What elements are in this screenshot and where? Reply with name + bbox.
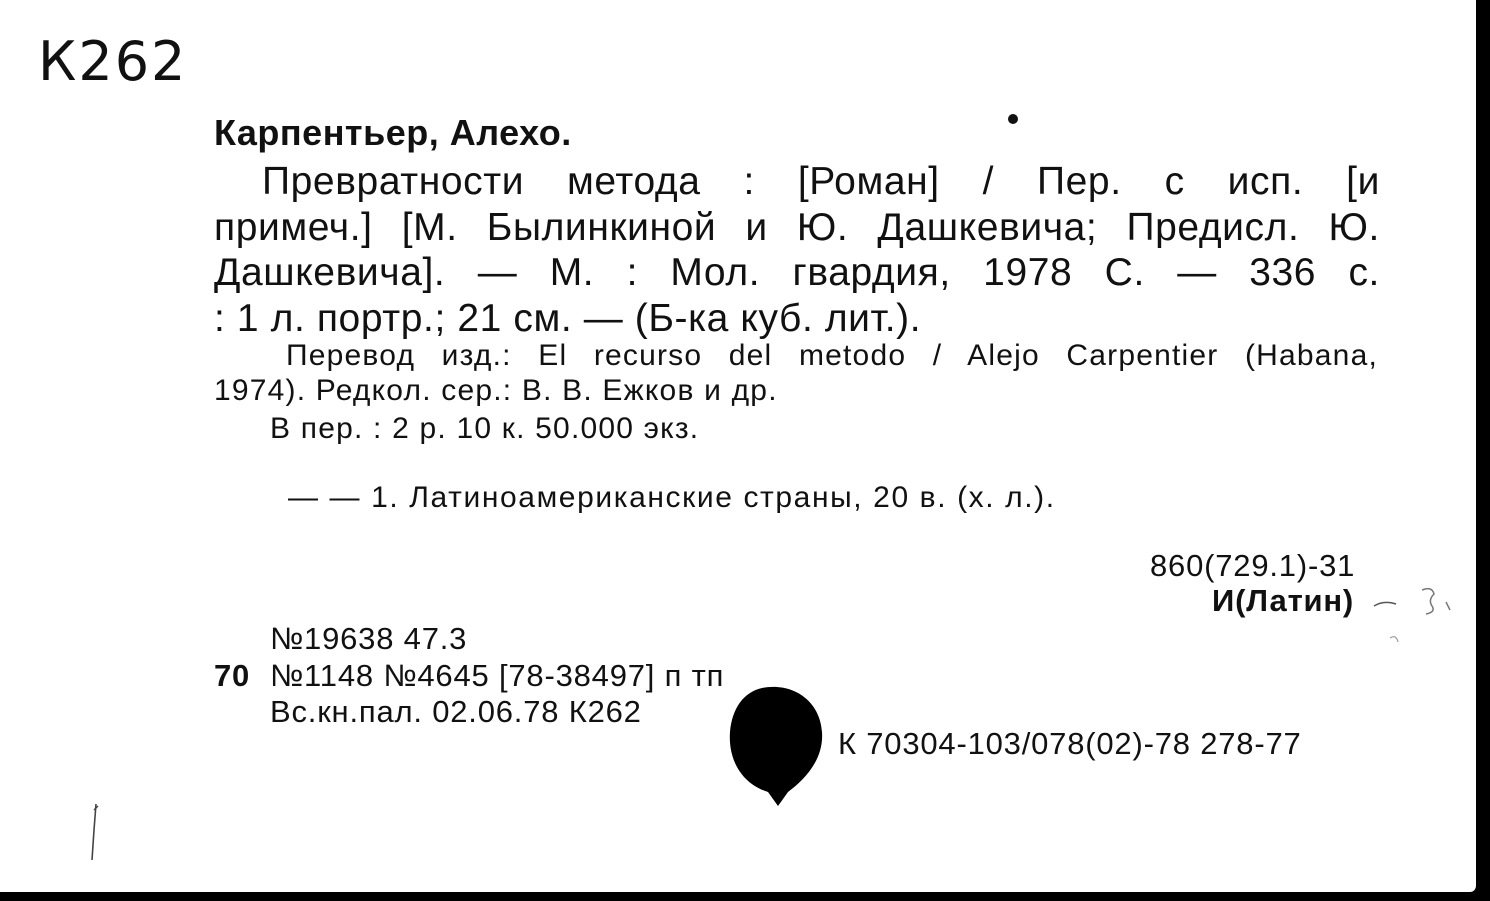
- ink-stamp-blot: [722, 680, 832, 810]
- description-line-4: : 1 л. портр.; 21 см. — (Б-ка куб. лит.).: [214, 297, 922, 340]
- translation-note-line-1: Перевод изд.: El recurso del metodo / Alejo Carpentier (Habana,: [286, 339, 1378, 372]
- udc-index: 860(729.1)-31: [1150, 548, 1356, 583]
- pencil-mark: [1370, 576, 1460, 646]
- registration-line-1: №19638 47.3: [270, 621, 468, 656]
- ink-speck: [1008, 114, 1018, 124]
- translation-note-line-2: 1974). Редкол. сер.: В. В. Ежков и др.: [214, 374, 778, 407]
- author-heading: Карпентьер, Алехо.: [214, 112, 572, 153]
- description-line-3: Дашкевича]. — М. : Мол. гвардия, 1978 С. — 336 с.: [214, 251, 1380, 294]
- pencil-tick: [82, 800, 112, 870]
- description-line-1: Превратности метода : [Роман] / Пер. с исп. [и: [262, 160, 1380, 203]
- registration-line-3: Вс.кн.пал. 02.06.78 К262: [270, 694, 642, 729]
- description-line-2: примеч.] [М. Былинкиной и Ю. Дашкевича; Предисл. Ю.: [214, 206, 1380, 249]
- catalog-code: К 70304-103/078(02)-78 278-77: [838, 726, 1302, 761]
- bbk-index: И(Латин): [1212, 583, 1355, 618]
- handwritten-shelf-code: К262: [38, 30, 188, 93]
- registration-prefix: 70: [214, 658, 251, 693]
- subject-line: — — 1. Латиноамериканские страны, 20 в. (х. л.).: [288, 481, 1056, 514]
- registration-line-2: №1148 №4645 [78-38497] п тп: [270, 658, 725, 693]
- price-line: В пер. : 2 р. 10 к. 50.000 экз.: [270, 412, 700, 445]
